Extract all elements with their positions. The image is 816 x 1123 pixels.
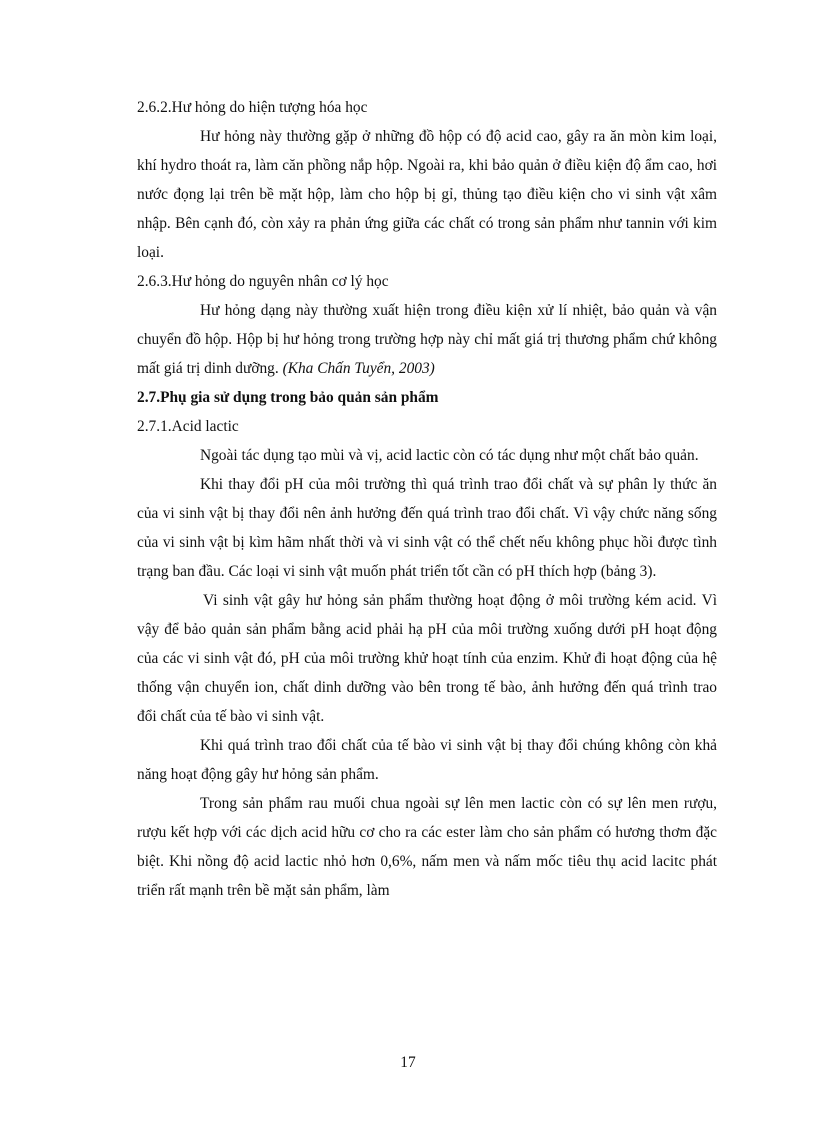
citation: (Kha Chấn Tuyển, 2003) <box>282 360 435 377</box>
section-heading-2-7-1: 2.7.1.Acid lactic <box>137 418 239 435</box>
page-number: 17 <box>400 1054 416 1071</box>
section-heading-2-6-3: 2.6.3.Hư hỏng do nguyên nhân cơ lý học <box>137 273 389 290</box>
section-heading-2-6-2: 2.6.2.Hư hỏng do hiện tượng hóa học <box>137 99 368 116</box>
paragraph-pickled-vegetables: Trong sản phẩm rau muối chua ngoài sự lên men lactic còn có sự lên men rượu, rượu kết hợp với các dịch acid hữu cơ cho ra các ester làm cho sản phẩm có hương thơm đặc biệt. Khi nồng độ acid lactic nhỏ hơn 0,6%, nấm men và nấm mốc tiêu thụ acid lacitc phát triển rất mạnh trên bề mặt sản phẩm, làm <box>137 795 717 899</box>
paragraph-lactic-intro: Ngoài tác dụng tạo mùi và vị, acid lactic còn có tác dụng như một chất bảo quản. <box>200 447 699 464</box>
paragraph-mechanical-spoilage-text: Hư hỏng dạng này thường xuất hiện trong điều kiện xử lí nhiệt, bảo quản và vận chuyển đồ hộp. Hộp bị hư hỏng trong trường hợp này chỉ mất giá trị thương phẩm chứ không mất giá trị dinh dưỡng. <box>137 302 717 377</box>
paragraph-chemical-spoilage: Hư hỏng này thường gặp ở những đồ hộp có độ acid cao, gây ra ăn mòn kim loại, khí hydro thoát ra, làm căn phồng nắp hộp. Ngoài ra, khi bảo quản ở điều kiện độ ẩm cao, hơi nước đọng lại trên bề mặt hộp, làm cho hộp bị gỉ, thủng tạo điều kiện cho vi sinh vật xâm nhập. Bên cạnh đó, còn xảy ra phản ứng giữa các chất có trong sản phẩm như tannin với kim loại. <box>137 128 717 261</box>
paragraph-metabolism: Khi quá trình trao đổi chất của tế bào vi sinh vật bị thay đổi chúng không còn khả năng hoạt động gây hư hỏng sản phẩm. <box>137 737 717 783</box>
paragraph-ph-change: Khi thay đổi pH của môi trường thì quá trình trao đổi chất và sự phân ly thức ăn của vi sinh vật bị thay đổi nên ảnh hưởng đến quá trình trao đổi chất. Vì vậy chức năng sống của vi sinh vật bị kìm hãm nhất thời và vi sinh vật có thể chết nếu không phục hồi được tình trạng ban đầu. Các loại vi sinh vật muốn phát triển tốt cần có pH thích hợp (bảng 3). <box>137 476 717 580</box>
paragraph-mechanical-spoilage <box>137 296 717 383</box>
paragraph-spoilage-microbes: Vi sinh vật gây hư hỏng sản phẩm thường hoạt động ở môi trường kém acid. Vì vậy để bảo quản sản phẩm bằng acid phải hạ pH của môi trường xuống dưới pH hoạt động của các vi sinh vật đó, pH của môi trường khử hoạt tính của enzim. Khử đi hoạt động của hệ thống vận chuyển ion, chất dinh dưỡng vào bên trong tế bào, ảnh hưởng đến quá trình trao đổi chất của tế bào vi sinh vật. <box>137 592 717 725</box>
page-body <box>137 93 717 905</box>
section-heading-2-7: 2.7.Phụ gia sử dụng trong bảo quản sản phẩm <box>137 389 439 406</box>
